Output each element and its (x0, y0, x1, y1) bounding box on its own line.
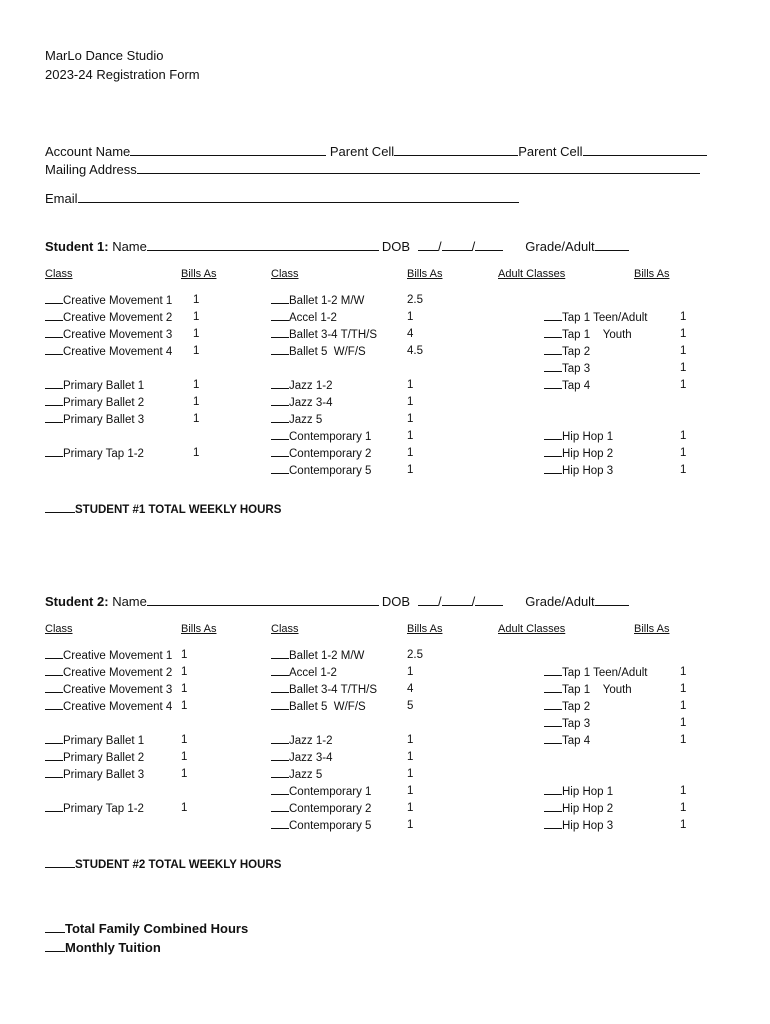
student1-col3-item (544, 311, 647, 324)
student1-col2-bills-value: 2.5 (407, 294, 423, 306)
student1-col3-bills-value: 1 (680, 430, 687, 442)
student2-col1-item (45, 734, 144, 747)
student2-col3-class-name: Hip Hop 1 (562, 786, 614, 798)
student2-col3-checkbox-line[interactable] (544, 734, 562, 744)
student1-col2-checkbox-line[interactable] (271, 311, 289, 321)
student1-col3-bills-value: 1 (680, 379, 687, 391)
student1-total-label: STUDENT #1 TOTAL WEEKLY HOURS (75, 504, 282, 516)
parent-cell-field-1[interactable] (394, 145, 518, 156)
student1-col3-class-name: Tap 1 Youth (562, 329, 632, 341)
student1-col1-class-name: Primary Ballet 3 (63, 414, 145, 426)
student1-header-row (45, 239, 629, 254)
student1-col2-item (271, 413, 322, 426)
student1-col2-class-name: Ballet 1-2 M/W (289, 295, 365, 307)
student2-col1-item (45, 802, 144, 815)
student2-col2-class-name: Jazz 1-2 (289, 735, 333, 747)
student1-col3-bills-value: 1 (680, 362, 687, 374)
student2-col1-bills-value: 1 (181, 751, 188, 763)
student2-col3-checkbox-line[interactable] (544, 802, 562, 812)
account-name-label: Account Name (45, 144, 131, 159)
student2-col3-bills-value: 1 (680, 666, 687, 678)
student2-col2-class-name: Accel 1-2 (289, 667, 337, 679)
student1-col2-checkbox-line[interactable] (271, 328, 289, 338)
student1-col1-item (45, 396, 144, 409)
student1-col2-class-name: Jazz 5 (289, 414, 323, 426)
student2-col3-class-name: Tap 1 Youth (562, 684, 632, 696)
student1-col1-checkbox-line[interactable] (45, 396, 63, 406)
student1-class-header-2: Class (271, 268, 299, 280)
student2-col1-bills-value: 1 (181, 700, 188, 712)
student2-col1-bills-value: 1 (181, 734, 188, 746)
student2-heading: Student 2 (45, 594, 105, 609)
student1-col2-class-name: Accel 1-2 (289, 312, 337, 324)
student2-col1-item (45, 700, 172, 713)
student2-col2-class-name: Jazz 3-4 (289, 752, 333, 764)
student2-col1-checkbox-line[interactable] (45, 751, 63, 761)
student1-col3-checkbox-line[interactable] (544, 362, 562, 372)
student2-col3-bills-value: 1 (680, 819, 687, 831)
student2-col1-class-name: Creative Movement 3 (63, 684, 173, 696)
mailing-row (45, 162, 700, 177)
student2-bills-as-header: Bills As (181, 623, 217, 635)
student1-col2-bills-value: 1 (407, 413, 414, 425)
student1-col1-class-name: Primary Tap 1-2 (63, 448, 144, 460)
student2-col2-bills-value: 5 (407, 700, 414, 712)
student1-col3-checkbox-line[interactable] (544, 447, 562, 457)
student2-col3-item (544, 666, 647, 679)
student1-col2-item (271, 345, 366, 358)
student1-col2-checkbox-line[interactable] (271, 379, 289, 389)
student2-dob-field[interactable]: / / (418, 594, 503, 609)
student2-col3-bills-value: 1 (680, 683, 687, 695)
studio-name: MarLo Dance Studio (45, 48, 164, 63)
student2-heading-colon: : (104, 594, 113, 609)
student1-col3-bills-value: 1 (680, 464, 687, 476)
student1-col1-checkbox-line[interactable] (45, 413, 63, 423)
student2-col2-bills-value: 4 (407, 683, 414, 695)
student1-col2-bills-value: 1 (407, 379, 414, 391)
student1-class-header: Class (45, 268, 73, 280)
student2-total-row (45, 858, 281, 871)
student1-heading-colon: : (104, 239, 113, 254)
student2-col3-bills-value: 1 (680, 802, 687, 814)
student2-col1-checkbox-line[interactable] (45, 768, 63, 778)
student1-col2-bills-value: 1 (407, 311, 414, 323)
student1-col3-bills-value: 1 (680, 311, 687, 323)
student1-col2-item (271, 328, 377, 341)
student2-col3-checkbox-line[interactable] (544, 717, 562, 727)
student2-col3-bills-value: 1 (680, 734, 687, 746)
student2-col2-checkbox-line[interactable] (271, 683, 289, 693)
email-label: Email (45, 191, 78, 206)
student1-col3-item (544, 379, 590, 392)
student1-col2-bills-value: 4 (407, 328, 414, 340)
student2-col3-class-name: Tap 2 (562, 701, 591, 713)
parent-cell-label-2: Parent Cell (518, 144, 583, 159)
student1-dob-label: DOB (381, 239, 411, 254)
student1-total-field[interactable] (45, 503, 75, 513)
monthly-tuition-label: Monthly Tuition (65, 940, 161, 955)
student1-col3-class-name: Hip Hop 3 (562, 465, 614, 477)
student2-col2-class-name: Contemporary 5 (289, 820, 372, 832)
student1-col1-checkbox-line[interactable] (45, 294, 63, 304)
student1-col1-class-name: Creative Movement 2 (63, 312, 173, 324)
student2-col1-checkbox-line[interactable] (45, 802, 63, 812)
student2-col1-checkbox-line[interactable] (45, 666, 63, 676)
student1-col2-item (271, 396, 332, 409)
student1-col3-item (544, 430, 613, 443)
student1-col2-checkbox-line[interactable] (271, 294, 289, 304)
student2-col1-checkbox-line[interactable] (45, 683, 63, 693)
student1-col3-class-name: Hip Hop 1 (562, 431, 614, 443)
student1-col1-bills-value: 1 (193, 396, 200, 408)
student1-col2-checkbox-line[interactable] (271, 396, 289, 406)
student1-col3-class-name: Tap 1 Teen/Adult (562, 312, 648, 324)
student2-col3-checkbox-line[interactable] (544, 785, 562, 795)
student2-col2-checkbox-line[interactable] (271, 700, 289, 710)
student1-col1-bills-value: 1 (193, 328, 200, 340)
monthly-tuition-field[interactable] (45, 941, 65, 952)
student2-col1-checkbox-line[interactable] (45, 649, 63, 659)
student1-col2-bills-value: 1 (407, 396, 414, 408)
student1-col3-checkbox-line[interactable] (544, 464, 562, 474)
student2-bills-as-header-2: Bills As (407, 623, 443, 635)
student2-col3-item (544, 734, 590, 747)
student1-col3-item (544, 464, 613, 477)
student2-col3-item (544, 683, 632, 696)
student1-col1-bills-value: 1 (193, 447, 200, 459)
student1-col1-bills-value: 1 (193, 294, 200, 306)
student1-col1-checkbox-line[interactable] (45, 311, 63, 321)
student2-col3-checkbox-line[interactable] (544, 700, 562, 710)
student1-col2-class-name: Contemporary 1 (289, 431, 372, 443)
student2-col2-checkbox-line[interactable] (271, 802, 289, 812)
student1-col2-checkbox-line[interactable] (271, 447, 289, 457)
student1-col2-item (271, 294, 364, 307)
student2-bills-as-header-3: Bills As (634, 623, 670, 635)
student1-name-label: Name (112, 239, 147, 254)
student2-col1-class-name: Creative Movement 2 (63, 667, 173, 679)
student2-col2-class-name: Contemporary 2 (289, 803, 372, 815)
student1-col1-checkbox-line[interactable] (45, 328, 63, 338)
student1-adult-classes-header: Adult Classes (498, 268, 566, 280)
student1-col1-bills-value: 1 (193, 311, 200, 323)
student2-col2-checkbox-line[interactable] (271, 751, 289, 761)
student2-col1-class-name: Primary Ballet 2 (63, 752, 145, 764)
student2-col2-bills-value: 1 (407, 734, 414, 746)
student1-col2-item (271, 447, 371, 460)
student2-col2-checkbox-line[interactable] (271, 819, 289, 829)
student1-heading: Student 1 (45, 239, 105, 254)
student2-col2-checkbox-line[interactable] (271, 649, 289, 659)
student1-name-field[interactable] (147, 240, 379, 251)
student1-col1-item (45, 294, 172, 307)
student2-col1-class-name: Creative Movement 1 (63, 650, 173, 662)
student1-col3-checkbox-line[interactable] (544, 379, 562, 389)
student1-col3-checkbox-line[interactable] (544, 430, 562, 440)
student1-col3-bills-value: 1 (680, 345, 687, 357)
student2-col2-checkbox-line[interactable] (271, 734, 289, 744)
student1-col2-item (271, 464, 371, 477)
student1-col3-checkbox-line[interactable] (544, 345, 562, 355)
student2-col1-checkbox-line[interactable] (45, 734, 63, 744)
student2-col2-item (271, 768, 322, 781)
student2-total-label: STUDENT #2 TOTAL WEEKLY HOURS (75, 859, 282, 871)
student2-col2-class-name: Contemporary 1 (289, 786, 372, 798)
student2-col3-item (544, 785, 613, 798)
student2-col2-item (271, 666, 337, 679)
student1-col3-item (544, 362, 590, 375)
student1-col1-item (45, 345, 172, 358)
student1-col3-class-name: Hip Hop 2 (562, 448, 614, 460)
student2-col1-item (45, 751, 144, 764)
student2-col3-checkbox-line[interactable] (544, 819, 562, 829)
student2-col3-item (544, 802, 613, 815)
student2-col2-bills-value: 1 (407, 666, 414, 678)
student1-col3-item (544, 345, 590, 358)
student2-col2-class-name: Ballet 5 W/F/S (289, 701, 366, 713)
student2-col2-checkbox-line[interactable] (271, 666, 289, 676)
student2-col2-item (271, 683, 377, 696)
student2-col3-checkbox-line[interactable] (544, 683, 562, 693)
student2-grade-field[interactable] (595, 595, 629, 606)
student1-col2-checkbox-line[interactable] (271, 345, 289, 355)
student2-col2-item (271, 819, 371, 832)
student2-col1-bills-value: 1 (181, 683, 188, 695)
student2-name-field[interactable] (147, 595, 379, 606)
account-name-field[interactable] (130, 145, 326, 156)
student1-col3-item (544, 328, 632, 341)
student1-col2-class-name: Contemporary 5 (289, 465, 372, 477)
student1-col3-checkbox-line[interactable] (544, 311, 562, 321)
student2-col1-class-name: Primary Ballet 3 (63, 769, 145, 781)
monthly-tuition-row (45, 940, 161, 955)
student2-col3-item (544, 717, 590, 730)
student2-col3-class-name: Tap 1 Teen/Adult (562, 667, 648, 679)
student2-col3-bills-value: 1 (680, 717, 687, 729)
mailing-address-label: Mailing Address (45, 162, 137, 177)
student2-col1-item (45, 666, 172, 679)
student1-col1-bills-value: 1 (193, 379, 200, 391)
parent-cell-field-2[interactable] (583, 145, 707, 156)
family-total-label: Total Family Combined Hours (65, 921, 249, 936)
student2-col3-class-name: Tap 3 (562, 718, 591, 730)
student2-col3-class-name: Hip Hop 3 (562, 820, 614, 832)
student1-col2-item (271, 379, 332, 392)
student2-col2-bills-value: 1 (407, 785, 414, 797)
student2-col2-item (271, 802, 371, 815)
student2-dob-label: DOB (381, 594, 411, 609)
student2-col2-bills-value: 1 (407, 819, 414, 831)
student1-dob-field[interactable]: / / (418, 239, 503, 254)
student1-col1-item (45, 379, 144, 392)
form-title: 2023-24 Registration Form (45, 67, 200, 82)
student2-col2-class-name: Ballet 1-2 M/W (289, 650, 365, 662)
student2-col1-bills-value: 1 (181, 802, 188, 814)
student2-col3-class-name: Hip Hop 2 (562, 803, 614, 815)
student1-bills-as-header-2: Bills As (407, 268, 443, 280)
student1-col2-class-name: Jazz 1-2 (289, 380, 333, 392)
student1-col2-class-name: Ballet 3-4 T/TH/S (289, 329, 377, 341)
student1-col1-item (45, 447, 144, 460)
student2-col2-item (271, 751, 332, 764)
student1-col1-class-name: Creative Movement 1 (63, 295, 173, 307)
student2-col1-item (45, 683, 172, 696)
student1-col3-class-name: Tap 4 (562, 380, 591, 392)
parent-cell-label-1: Parent Cell (329, 144, 395, 159)
student1-col2-bills-value: 1 (407, 447, 414, 459)
student1-bills-as-header: Bills As (181, 268, 217, 280)
student1-col1-class-name: Primary Ballet 2 (63, 397, 145, 409)
student1-col1-item (45, 328, 172, 341)
mailing-address-field[interactable] (137, 163, 700, 174)
family-total-row (45, 921, 248, 936)
student2-col3-bills-value: 1 (680, 785, 687, 797)
family-total-field[interactable] (45, 922, 65, 933)
student2-col3-item (544, 700, 590, 713)
student2-col2-item (271, 785, 371, 798)
student1-bills-as-header-3: Bills As (634, 268, 670, 280)
student1-col2-item (271, 430, 371, 443)
student2-grade-label: Grade/Adult (525, 594, 595, 609)
student2-col3-checkbox-line[interactable] (544, 666, 562, 676)
student2-col1-checkbox-line[interactable] (45, 700, 63, 710)
student1-col1-class-name: Creative Movement 3 (63, 329, 173, 341)
student2-col1-class-name: Creative Movement 4 (63, 701, 173, 713)
email-field[interactable] (78, 192, 519, 203)
student2-col1-class-name: Primary Tap 1-2 (63, 803, 144, 815)
student1-grade-label: Grade/Adult (525, 239, 595, 254)
student2-col2-bills-value: 1 (407, 768, 414, 780)
account-row (45, 144, 707, 159)
student2-col2-bills-value: 2.5 (407, 649, 423, 661)
student1-col2-item (271, 311, 337, 324)
student1-col2-checkbox-line[interactable] (271, 464, 289, 474)
student2-col2-item (271, 700, 366, 713)
student1-grade-field[interactable] (595, 240, 629, 251)
student2-col1-bills-value: 1 (181, 666, 188, 678)
student2-header-row (45, 594, 629, 609)
student1-col3-item (544, 447, 613, 460)
student1-col3-class-name: Tap 3 (562, 363, 591, 375)
student1-col3-bills-value: 1 (680, 447, 687, 459)
student2-col1-class-name: Primary Ballet 1 (63, 735, 145, 747)
student2-col2-checkbox-line[interactable] (271, 768, 289, 778)
student1-col2-checkbox-line[interactable] (271, 430, 289, 440)
student1-col2-bills-value: 4.5 (407, 345, 423, 357)
student1-col2-checkbox-line[interactable] (271, 413, 289, 423)
student2-col1-bills-value: 1 (181, 768, 188, 780)
student1-col2-bills-value: 1 (407, 430, 414, 442)
student2-class-header: Class (45, 623, 73, 635)
student2-col2-bills-value: 1 (407, 802, 414, 814)
student1-col3-bills-value: 1 (680, 328, 687, 340)
student2-col2-checkbox-line[interactable] (271, 785, 289, 795)
student2-col3-bills-value: 1 (680, 700, 687, 712)
student2-col2-bills-value: 1 (407, 751, 414, 763)
student1-col1-item (45, 311, 172, 324)
student1-col1-checkbox-line[interactable] (45, 447, 63, 457)
student2-col1-item (45, 768, 144, 781)
student1-col2-class-name: Ballet 5 W/F/S (289, 346, 366, 358)
student1-col2-bills-value: 1 (407, 464, 414, 476)
student1-col1-bills-value: 1 (193, 413, 200, 425)
student2-adult-classes-header: Adult Classes (498, 623, 566, 635)
student1-col1-bills-value: 1 (193, 345, 200, 357)
student1-total-row (45, 503, 281, 516)
student1-col2-class-name: Contemporary 2 (289, 448, 372, 460)
email-row (45, 191, 519, 206)
student2-class-header-2: Class (271, 623, 299, 635)
student2-col2-item (271, 734, 332, 747)
student1-col3-checkbox-line[interactable] (544, 328, 562, 338)
student2-col1-item (45, 649, 172, 662)
student2-col3-item (544, 819, 613, 832)
student1-col3-class-name: Tap 2 (562, 346, 591, 358)
student2-col2-class-name: Ballet 3-4 T/TH/S (289, 684, 377, 696)
student2-total-field[interactable] (45, 858, 75, 868)
student1-col1-class-name: Creative Movement 4 (63, 346, 173, 358)
student1-col1-item (45, 413, 144, 426)
student2-col2-item (271, 649, 364, 662)
student2-col3-class-name: Tap 4 (562, 735, 591, 747)
student1-col1-checkbox-line[interactable] (45, 345, 63, 355)
student2-name-label: Name (112, 594, 147, 609)
student2-col1-bills-value: 1 (181, 649, 188, 661)
student1-col1-checkbox-line[interactable] (45, 379, 63, 389)
student2-col2-class-name: Jazz 5 (289, 769, 323, 781)
student1-col1-class-name: Primary Ballet 1 (63, 380, 145, 392)
student1-col2-class-name: Jazz 3-4 (289, 397, 333, 409)
